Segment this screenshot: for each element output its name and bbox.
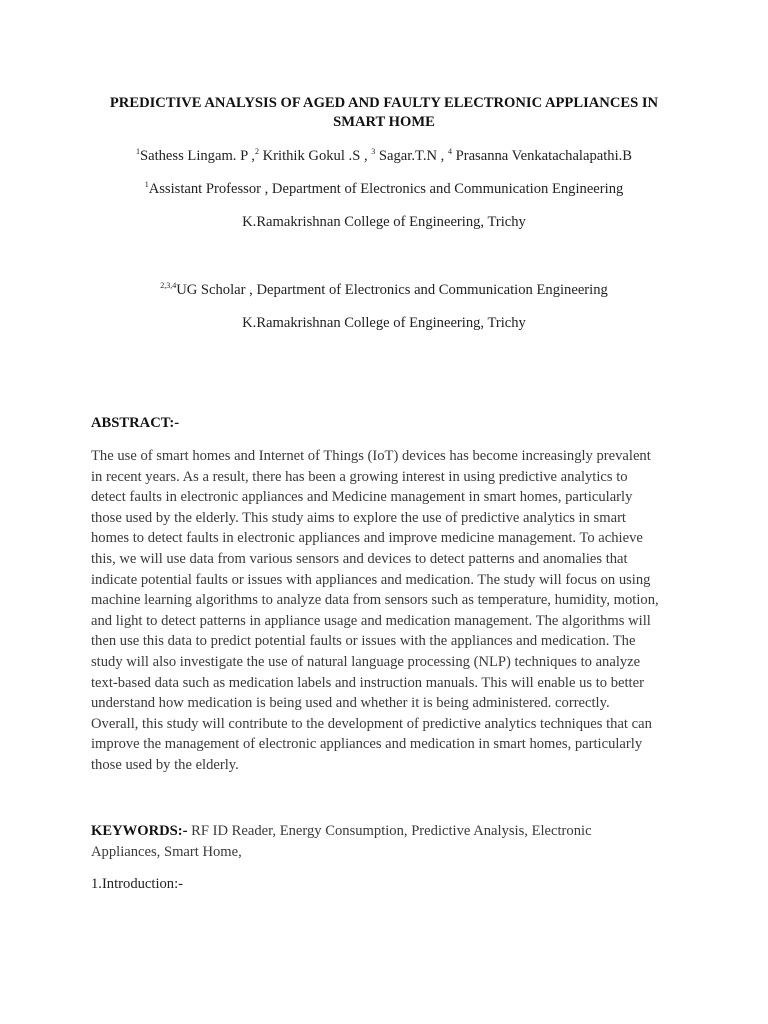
abstract-line: and light to detect patterns in appliance usage and medication management. The algorithms will: [91, 612, 651, 629]
abstract-line: those used by the elderly.: [91, 756, 239, 773]
keywords-line-1: [91, 821, 683, 842]
abstract-line: this, we will use data from various sensors and devices to detect patterns and anomalies that: [91, 550, 628, 567]
affiliation-2-superscript: 2,3,4: [160, 281, 177, 290]
author-2-name: Krithik Gokul .S ,: [258, 148, 372, 164]
abstract-line: machine learning algorithms to analyze data from sensors such as temperature, humidity, motion,: [91, 592, 659, 609]
abstract-line: study will also investigate the use of natural language processing (NLP) techniques to analyze: [91, 653, 641, 670]
abstract-line: understand how medication is being used and whether it is being administered. correctly.: [91, 695, 610, 712]
abstract-line: Overall, this study will contribute to the development of predictive analytics techniques that can: [91, 715, 652, 732]
author-list: [60, 147, 708, 166]
introduction-heading: 1.Introduction:-: [91, 876, 184, 892]
affiliation-2: [60, 281, 708, 300]
affiliation-2-text: UG Scholar , Department of Electronics and Communication Engineering: [176, 282, 608, 298]
abstract-line: in recent years. As a result, there has been a growing interest in using predictive analytics to: [91, 468, 628, 485]
abstract-line: then use this data to predict potential faults or issues with the appliances and medication. The: [91, 633, 636, 650]
abstract-line: text-based data such as medication labels and instruction manuals. This will enable us to better: [91, 674, 644, 691]
affiliation-1-college: K.Ramakrishnan College of Engineering, Trichy: [242, 214, 526, 230]
author-4-name: Prasanna Venkatachalapathi.B: [451, 148, 633, 164]
author-2-superscript: 2: [254, 147, 259, 156]
author-4-superscript: 4: [447, 147, 452, 156]
affiliation-1: [60, 180, 708, 199]
author-3-name: Sagar.T.N ,: [375, 148, 448, 164]
abstract-body: [91, 446, 683, 776]
paper-title-line-1: PREDICTIVE ANALYSIS OF AGED AND FAULTY ELECTRONIC APPLIANCES IN: [109, 95, 659, 111]
affiliation-2-college: K.Ramakrishnan College of Engineering, Trichy: [242, 315, 526, 331]
abstract-line: detect faults in electronic appliances and Medicine management in smart homes, particularly: [91, 489, 633, 506]
affiliation-1-superscript: 1: [144, 180, 149, 189]
author-3-superscript: 3: [371, 147, 376, 156]
abstract-line: improve the management of electronic appliances and medication in smart homes, particularly: [91, 736, 643, 753]
author-1-name: Sathess Lingam. P ,: [139, 148, 255, 164]
affiliation-1-text: Assistant Professor , Department of Electronics and Communication Engineering: [148, 181, 624, 197]
abstract-line: indicate potential faults or issues with appliances and medication. The study will focus on using: [91, 571, 651, 588]
abstract-heading: ABSTRACT:-: [91, 415, 180, 431]
abstract-line: homes to detect faults in electronic appliances and improve medicine management. To achieve: [91, 530, 643, 547]
keywords-text-1: RF ID Reader, Energy Consumption, Predictive Analysis, Electronic: [187, 823, 592, 839]
abstract-line: those used by the elderly. This study aims to explore the use of predictive analytics in smart: [91, 509, 626, 526]
keywords-label: KEYWORDS:-: [91, 823, 188, 839]
keywords-line-2: Appliances, Smart Home,: [91, 843, 242, 860]
author-1-superscript: 1: [135, 147, 140, 156]
keywords-block: [91, 821, 683, 862]
paper-title-line-2: SMART HOME: [333, 114, 435, 130]
paper-title: [80, 94, 688, 132]
abstract-line: The use of smart homes and Internet of Things (IoT) devices has become increasingly prevalent: [91, 448, 651, 464]
